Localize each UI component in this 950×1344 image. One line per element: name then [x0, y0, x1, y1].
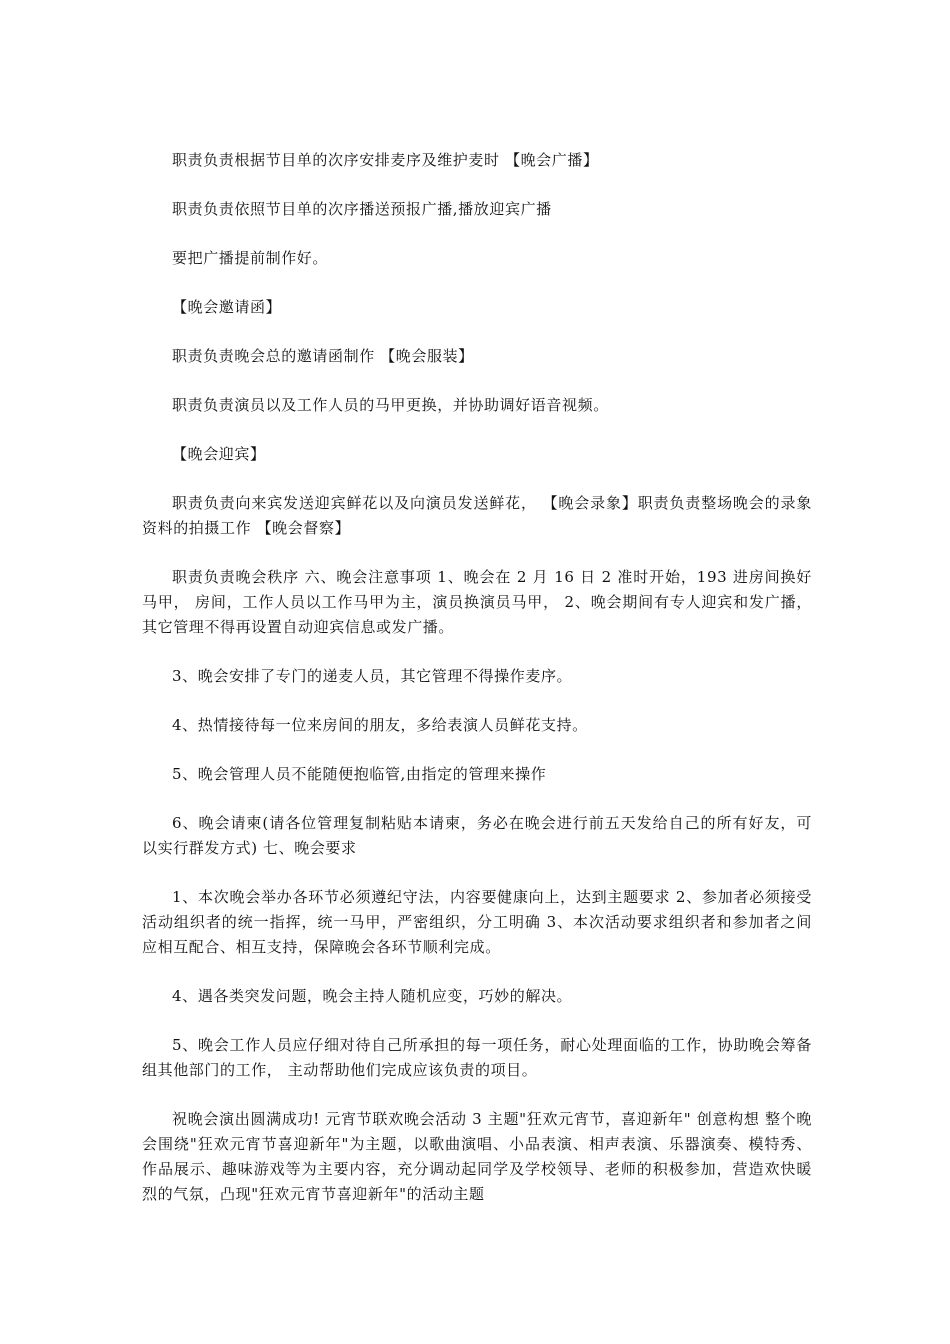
paragraph: 5、晚会工作人员应仔细对待自己所承担的每一项任务，耐心处理面临的工作，协助晚会筹备组其他部门的工作， 主动帮助他们完成应该负责的项目。 — [142, 1036, 812, 1079]
document-body — [142, 148, 812, 1231]
paragraph: 职责负责向来宾发送迎宾鲜花以及向演员发送鲜花， 【晚会录象】职责负责整场晚会的录象资料的拍摄工作 【晚会督察】 — [142, 494, 812, 537]
paragraph: 职责负责根据节目单的次序安排麦序及维护麦时 【晚会广播】 — [172, 151, 599, 169]
paragraph: 1、本次晚会举办各环节必须遵纪守法，内容要健康向上，达到主题要求 2、参加者必须接受活动组织者的统一指挥，统一马甲，严密组织，分工明确 3、本次活动要求组织者和参加者之间应相互配合、相互支持，保障晚会各环节顺利完成。 — [142, 888, 812, 956]
paragraph: 职责负责晚会总的邀请函制作 【晚会服装】 — [172, 347, 474, 365]
section-heading: 【晚会迎宾】 — [172, 445, 266, 463]
paragraph: 职责负责依照节目单的次序播送预报广播,播放迎宾广播 — [172, 200, 552, 218]
paragraph: 4、热情接待每一位来房间的朋友，多给表演人员鲜花支持。 — [172, 716, 588, 734]
section-heading: 【晚会邀请函】 — [172, 298, 282, 316]
paragraph: 要把广播提前制作好。 — [172, 249, 329, 267]
paragraph: 职责负责晚会秩序 六、晚会注意事项 1、晚会在 2 月 16 日 2 准时开始，193 进房间换好马甲， 房间，工作人员以工作马甲为主，演员换演员马甲， 2、晚会期间有专人迎宾和发广播，其它管理不得再设置自动迎宾信息或发广播。 — [142, 568, 812, 636]
paragraph: 职责负责演员以及工作人员的马甲更换，并协助调好语音视频。 — [172, 396, 609, 414]
paragraph: 5、晚会管理人员不能随便抱临管,由指定的管理来操作 — [172, 765, 547, 783]
paragraph: 祝晚会演出圆满成功! 元宵节联欢晚会活动 3 主题"狂欢元宵节，喜迎新年" 创意构想 整个晚会围绕"狂欢元宵节喜迎新年"为主题，以歌曲演唱、小品表演、相声表演、乐器演奏、模特秀、作品展示、趣味游戏等为主要内容，充分调动起同学及学校领导、老师的积极参加，营造欢快暖烈的气氛，凸现"狂欢元宵节喜迎新年"的活动主题 — [142, 1110, 812, 1203]
paragraph: 6、晚会请柬(请各位管理复制粘贴本请柬，务必在晚会进行前五天发给自己的所有好友，可以实行群发方式) 七、晚会要求 — [142, 814, 812, 857]
paragraph: 3、晚会安排了专门的递麦人员，其它管理不得操作麦序。 — [172, 667, 573, 685]
paragraph: 4、遇各类突发问题，晚会主持人随机应变，巧妙的解决。 — [172, 987, 573, 1005]
